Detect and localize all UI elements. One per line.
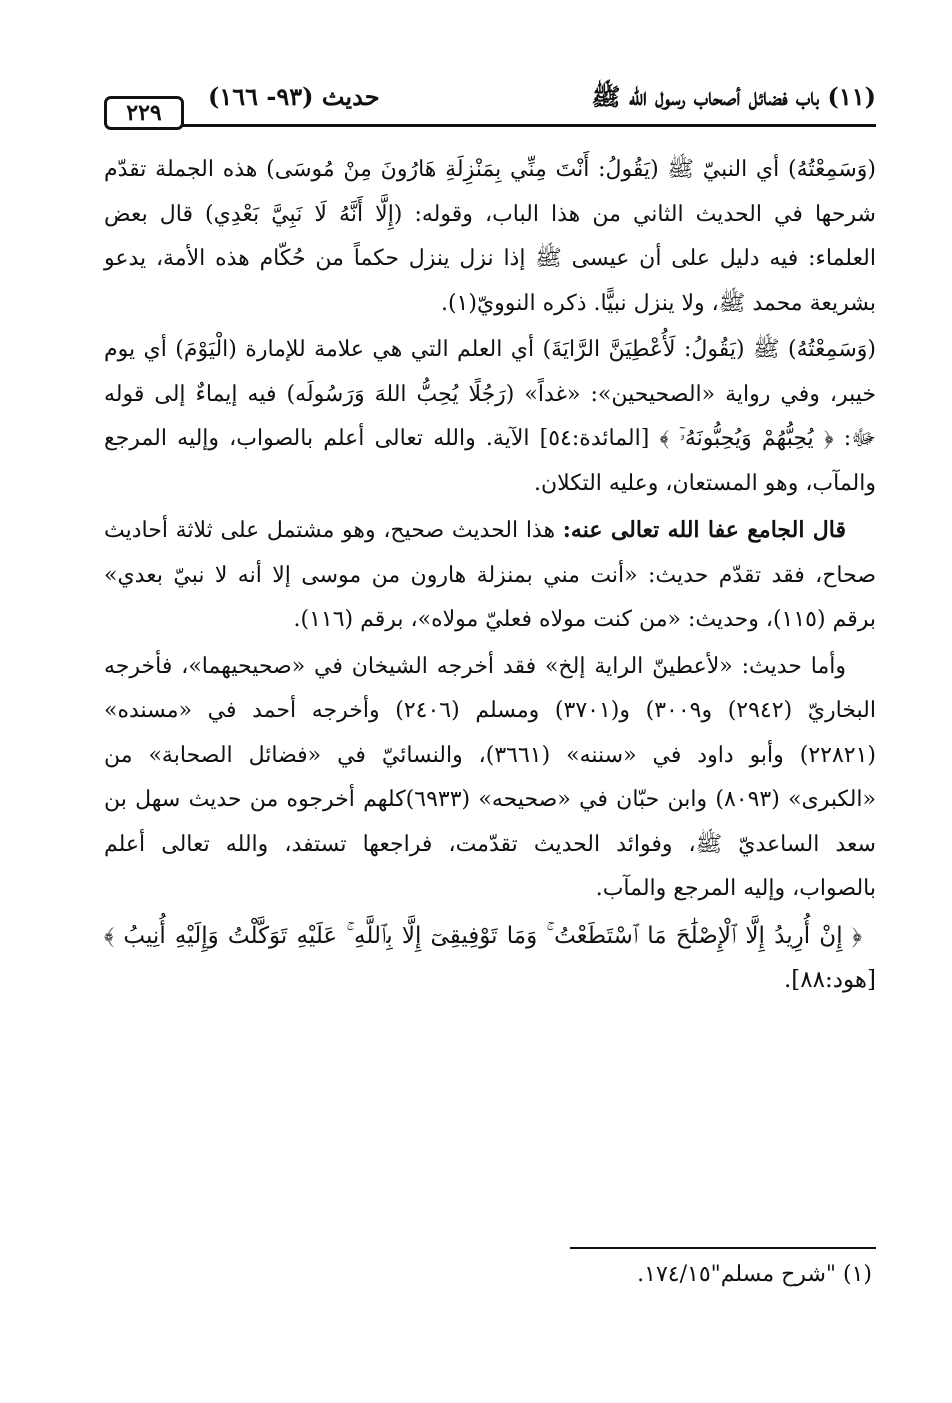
footnote: (١) "شرح مسلم"١٧٤/١٥. (637, 1262, 872, 1287)
paragraph (104, 328, 876, 506)
chapter-title: (١١) باب فضائل أصحاب رسول الله ﷺ (591, 82, 876, 111)
hadith-range: حديث (٩٣- ١٦٦) (208, 82, 380, 111)
page-number: ٢٢٩ (104, 96, 184, 130)
paragraph-text: وأما حديث: «لأعطينّ الراية إلخ» فقد أخرجه الشيخان في «صحيحيهما»، فأخرجه البخاريّ (٢٩٤٢) و٣٠٠٩) و(٣٧٠١) ومسلم (٢٤٠٦) وأخرجه أحمد في «مسنده» (٢٢٨٢١) وأبو داود في «سننه» (٣٦٦١)، والنسائيّ في «فضائل الصحابة» من «الكبرى» (٨٠٩٣) وابن حبّان في «صحيحه» (٦٩٣٣)كلهم أخرجوه من حديث سهل بن سعد الساعديّ ﷺ، وفوائد الحديث تقدّمت، فراجعها تستفد، والله تعالى أعلم بالصواب، وإليه المرجع والمآب. (104, 653, 877, 901)
paragraph (104, 508, 876, 643)
quran-reference: [هود:٨٨]. (784, 967, 876, 993)
author-lead-in: قال الجامع عفا الله تعالى عنه: (562, 517, 846, 543)
footnote-rule (570, 1247, 876, 1249)
paragraph-text: هذا الحديث صحيح، وهو مشتمل على ثلاثة أحاديث صحاح، فقد تقدّم حديث: «أنت مني بمنزلة هارون من موسى إلا أنه لا نبيّ بعدي» برقم (١١٥)، وحديث: «من كنت مولاه فعليّ مولاه»، برقم (١١٦). (104, 518, 876, 632)
header-rule (182, 124, 876, 127)
quran-verse-text: ﴿ إِنْ أُرِيدُ إِلَّا ٱلْإِصْلَٰحَ مَا ٱسْتَطَعْتُ ۚ وَمَا تَوْفِيقِىٓ إِلَّا بِٱللَّهِ ۚ عَلَيْهِ تَوَكَّلْتُ وَإِلَيْهِ أُنِيبُ ﴾ (104, 922, 862, 949)
paragraph (104, 645, 876, 912)
quran-verse (104, 914, 876, 1003)
paragraph-text: (وَسَمِعْتُهُ) ﷺ (يَقُولُ: لَأُعْطِيَنَّ الرَّايَةَ) أي العلم التي هي علامة للإمارة (الْيَوْمَ) أي يوم خيبر، وفي رواية «الصحيحين»: «غداً» (رَجُلًا يُحِبُّ اللهَ وَرَسُولَه) فيه إيماءٌ إلى قوله ﷻ: ﴿ يُحِبُّهُمْ وَيُحِبُّونَهُۥٓ ﴾ [المائدة:٥٤] الآية. والله تعالى أعلم بالصواب، وإليه المرجع والمآب، وهو المستعان، وعليه التكلان. (104, 337, 876, 496)
main-text (104, 148, 876, 1003)
paragraph-text: (وَسَمِعْتُهُ) أي النبيّ ﷺ (يَقُولُ: أَنْتَ مِنِّي بِمَنْزِلَةِ هَارُونَ مِنْ مُوسَى) هذه الجملة تقدّم شرحها في الحديث الثاني من هذا الباب، وقوله: (إِلَّا أَنَّهُ لَا نَبِيَّ بَعْدِي) قال بعض العلماء: فيه دليل على أن عيسى ﷺ إذا نزل ينزل حكماً من حُكّام هذه الأمة، يدعو بشريعة محمد ﷺ، ولا ينزل نبيًّا. ذكره النوويّ(١). (104, 157, 876, 316)
page-header (104, 74, 876, 132)
paragraph (104, 148, 876, 326)
